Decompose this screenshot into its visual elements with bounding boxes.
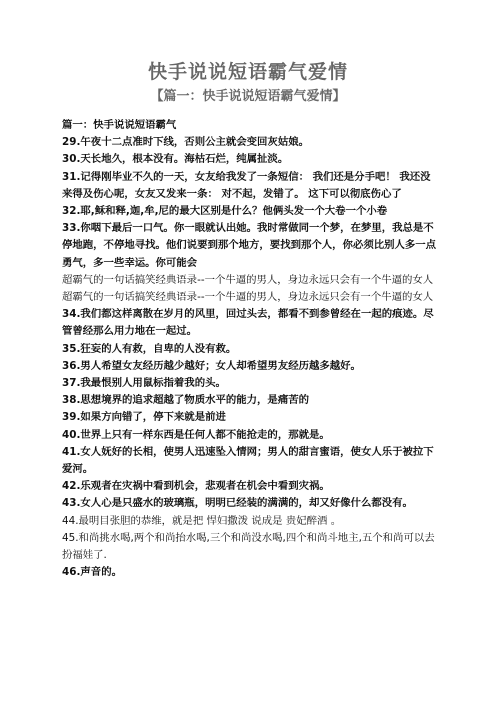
- paragraph: 36.男人希望女友经历越少越好；女人却希望男友经历越多越好。: [62, 359, 361, 372]
- document-subtitle: 【篇一：快手说说短语霸气爱情】: [150, 89, 346, 104]
- section-heading: 篇一：快手说说短语霸气: [62, 119, 177, 131]
- paragraph: 29.午夜十二点准时下线，否则公主就会变回灰姑娘。: [62, 136, 309, 149]
- document-title: 快手说说短语霸气爱情: [147, 61, 348, 83]
- paragraph: 40.世界上只有一样东西是任何人都不能抢走的，那就是。: [62, 428, 330, 441]
- paragraph: 32.耶,稣和释,迦,牟,尼的最大区别是什么？他俩头发一个大卷一个小卷: [62, 205, 388, 218]
- paragraph: 超霸气的一句话搞笑经典语录--一个牛逼的男人，身边永远只会有一个牛逼的女人超霸气的一句话搞笑经典语录--一个牛逼的男人，身边永远只会有一个牛逼的女人: [62, 273, 434, 304]
- paragraph: 34.我们都这样离散在岁月的风里，回过头去，都看不到参曾经在一起的痕迹。尽管曾经那么用力地在一起过。: [62, 308, 434, 338]
- paragraph: 42.乐观者在灾祸中看到机会，悲观者在机会中看到灾祸。: [62, 480, 330, 493]
- paragraph: 31.记得刚毕业不久的一天，女友给我发了一条短信： 我们还是分手吧！ 我还没来得及伤心呢，女友又发来一条： 对不起，发错了。 这下可以彻底伤心了: [62, 170, 431, 200]
- paragraph: 37.我最恨别人用鼠标指着我的头。: [62, 377, 226, 390]
- paragraph: 35.狂妄的人有救，自卑的人没有救。: [62, 342, 237, 355]
- paragraph: 45.和尚挑水喝,两个和尚抬水喝,三个和尚没水喝,四个和尚斗地主,五个和尚可以去扮福娃了.: [62, 531, 435, 562]
- paragraph: 43.女人心是只盛水的玻璃瓶，明明已经装的满满的，却又好像什么都没有。: [62, 497, 413, 510]
- document-body: [62, 117, 438, 581]
- paragraph: 33.你咽下最后一口气。你一眼就认出她。我时常做同一个梦，在梦里，我总是不停地跑，不停地寻找。他们说要到那个地方，要找到那个人，你必须比别人多一点勇气，多一些幸运。你可能会: [62, 222, 437, 269]
- paragraph: 44.最明目张胆的恭维，就是把 悍妇撒泼 说成是 贵妃醉酒 。: [62, 514, 342, 527]
- paragraph: 38.思想境界的追求超越了物质水平的能力，是痛苦的: [62, 394, 309, 407]
- paragraph: 41.女人妩好的长相，使男人迅速坠入情网；男人的甜言蜜语，使女人乐于被拉下爱河。: [62, 445, 434, 476]
- paragraph: 30.天长地久，根本没有。海枯石烂，纯属扯淡。: [62, 153, 289, 166]
- paragraph: 46.声音的。: [62, 566, 122, 579]
- paragraph: 39.如果方向错了，停下来就是前进: [62, 411, 226, 424]
